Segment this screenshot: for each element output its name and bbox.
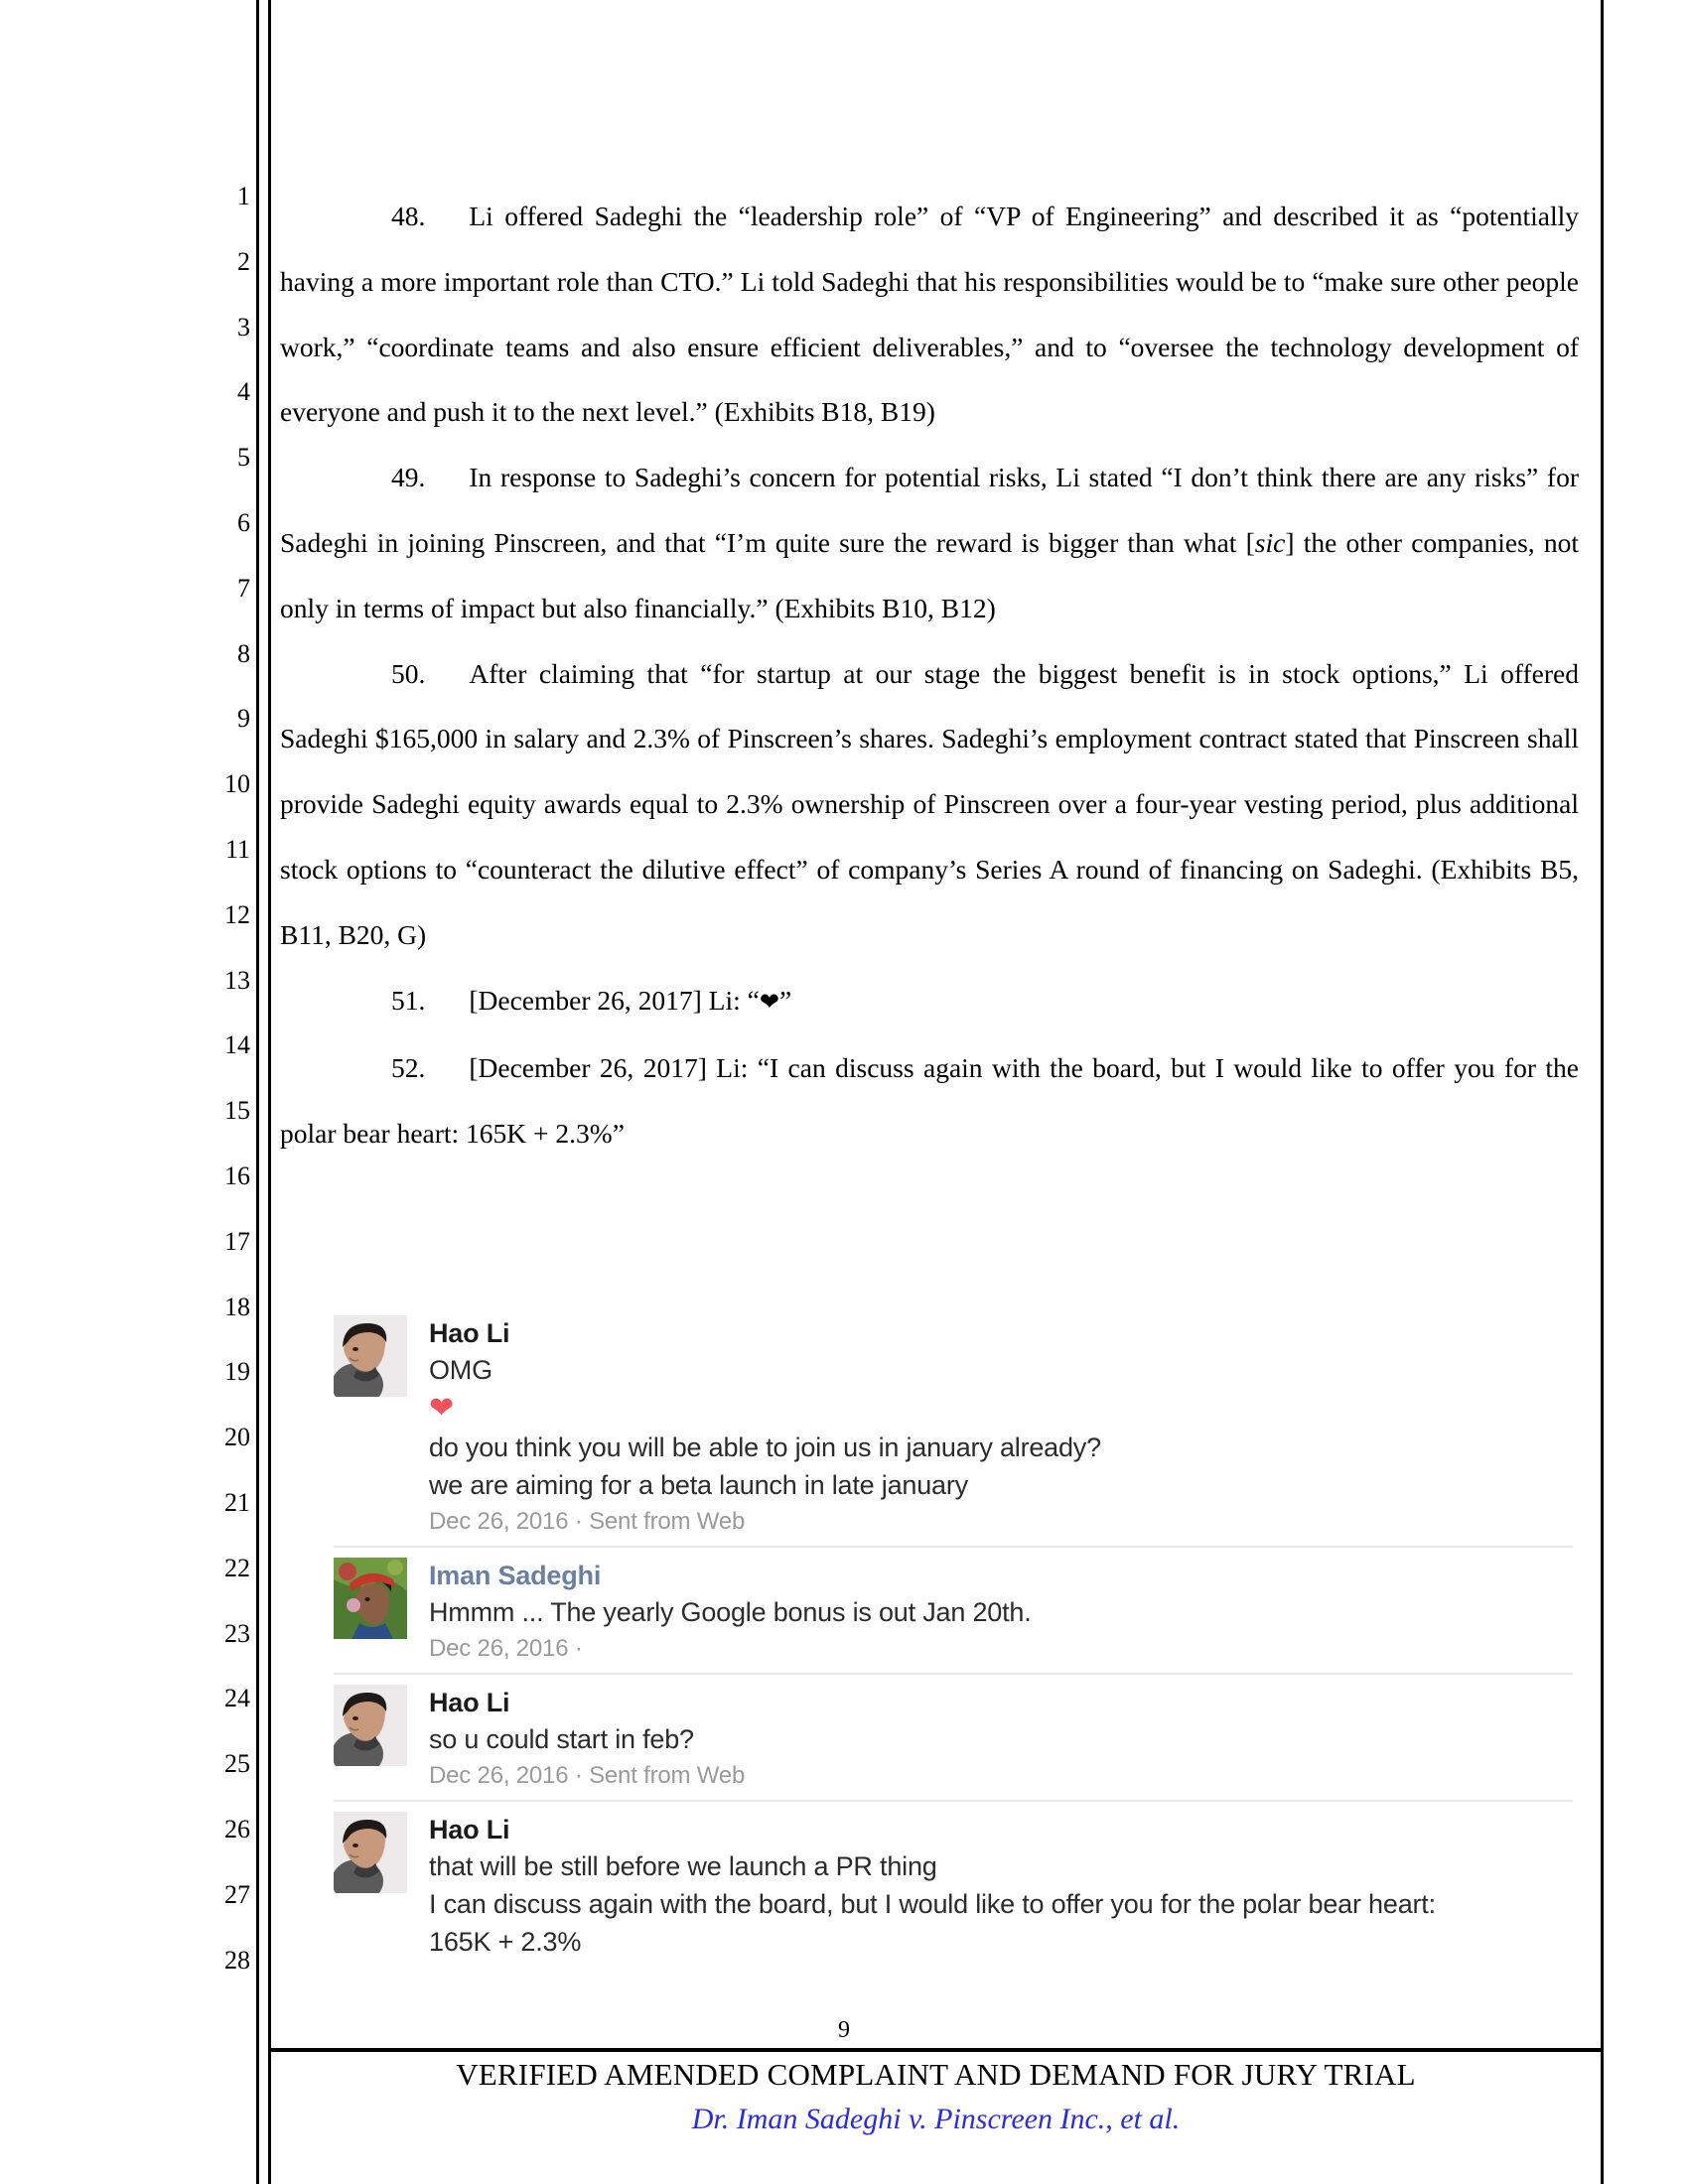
line-number: 5 xyxy=(237,443,250,473)
line-number: 13 xyxy=(224,965,250,995)
line-number: 6 xyxy=(237,508,250,537)
sic-annotation: sic xyxy=(1254,526,1286,558)
line-number: 1 xyxy=(237,182,250,210)
paragraph-number: 52. xyxy=(391,1052,426,1084)
hao-li-avatar xyxy=(334,1812,407,1893)
line-number: 2 xyxy=(237,246,250,276)
line-number: 11 xyxy=(224,835,250,864)
chat-message xyxy=(334,1305,1573,1546)
line-number: 25 xyxy=(224,1749,250,1779)
pleading-rule-left-outer xyxy=(256,0,259,2184)
line-number: 22 xyxy=(224,1553,250,1582)
paragraph-text: After claiming that “for startup at our stage the biggest benefit is in stock options,” Li offered Sadeghi $165,000 in salary and 2.3% of Pinscreen’s shares. Sadeghi’s employment contract stated that Pinscreen shall provide Sadeghi equity awards equal to 2.3% ownership of Pinscreen over a four-year vesting period, plus additional stock options to “counteract the dilutive effect” of company’s Series A round of financing on Sadeghi. (Exhibits B5, B11, B20, G) xyxy=(280,657,1579,950)
chat-message-body xyxy=(429,1812,1573,1961)
line-number: 4 xyxy=(237,377,250,407)
chat-text-line: OMG xyxy=(429,1355,492,1385)
pleading-rule-left-inner xyxy=(268,0,271,2184)
chat-author-name: Iman Sadeghi xyxy=(429,1561,602,1590)
line-number: 28 xyxy=(224,1945,250,1975)
chat-timestamp: Dec 26, 2016 · xyxy=(429,1635,583,1662)
chat-author-name: Hao Li xyxy=(429,1688,510,1717)
black-heart-icon: ❤ xyxy=(759,989,779,1016)
paragraph-51 xyxy=(280,968,1579,1036)
line-number: 23 xyxy=(224,1618,250,1648)
chat-text-line: we are aiming for a beta launch in late january xyxy=(429,1470,968,1500)
line-number: 24 xyxy=(224,1684,250,1713)
chat-message xyxy=(334,1546,1573,1673)
red-heart-emoji: ❤ xyxy=(429,1392,455,1425)
paragraph-number: 48. xyxy=(391,201,426,231)
chat-text-line: I can discuss again with the board, but I would like to offer you for the polar bear heart: xyxy=(429,1889,1436,1919)
line-number: 20 xyxy=(224,1423,250,1452)
line-number: 27 xyxy=(224,1879,250,1909)
page-number: 9 xyxy=(838,2017,850,2043)
chat-message-body xyxy=(429,1558,1573,1667)
paragraph-50 xyxy=(280,641,1579,968)
chat-screenshot-exhibit xyxy=(334,1305,1573,1967)
footer-title: VERIFIED AMENDED COMPLAINT AND DEMAND FOR JURY TRIAL xyxy=(456,2057,1416,2092)
chat-author-name: Hao Li xyxy=(429,1318,510,1348)
paragraph-text: Li offered Sadeghi the “leadership role” of “VP of Engineering” and described it as “potentially having a more important role than CTO.” Li told Sadeghi that his responsibilities would be to “make sure other people work,” “coordinate teams and also ensure efficient deliverables,” and to “oversee the technology development of everyone and push it to the next level.” (Exhibits B18, B19) xyxy=(280,201,1579,428)
hao-li-avatar xyxy=(334,1685,407,1766)
chat-message-body xyxy=(429,1685,1573,1794)
paragraph-number: 49. xyxy=(391,462,426,493)
paragraph-text-after-heart: ” xyxy=(778,984,792,1016)
chat-text-line: so u could start in feb? xyxy=(429,1724,694,1754)
chat-message-body xyxy=(429,1315,1573,1540)
line-number: 15 xyxy=(224,1096,250,1126)
document-body xyxy=(280,184,1579,1166)
chat-message xyxy=(334,1673,1573,1800)
line-number: 17 xyxy=(224,1226,250,1256)
chat-timestamp: Dec 26, 2016 · Sent from Web xyxy=(429,1508,746,1535)
chat-text-line: 165K + 2.3% xyxy=(429,1927,582,1957)
line-number: 26 xyxy=(224,1815,250,1843)
footer-case-caption: Dr. Iman Sadeghi v. Pinscreen Inc., et al. xyxy=(691,2103,1181,2135)
line-number: 10 xyxy=(224,769,250,799)
chat-text-line: do you think you will be able to join us in january already? xyxy=(429,1433,1101,1462)
paragraph-number: 51. xyxy=(391,984,426,1016)
chat-text-line: that will be still before we launch a PR thing xyxy=(429,1851,937,1881)
paragraph-49 xyxy=(280,445,1579,640)
line-number: 8 xyxy=(237,638,250,668)
line-number: 19 xyxy=(224,1357,250,1387)
line-number: 7 xyxy=(237,573,250,603)
pleading-rule-right xyxy=(1601,0,1604,2184)
chat-author-name: Hao Li xyxy=(429,1815,510,1844)
paragraph-text-before-heart: [December 26, 2017] Li: “ xyxy=(469,984,760,1016)
line-number: 12 xyxy=(224,899,250,929)
paragraph-text: [December 26, 2017] Li: “I can discuss again with the board, but I would like to offer you for the polar bear heart: 165K + 2.3%” xyxy=(280,1052,1579,1150)
paragraph-text-before-sic: In response to Sadeghi’s concern for potential risks, Li stated “I don’t think there are any risks” for Sadeghi in joining Pinscreen, and that “I’m quite sure the reward is bigger than what [ xyxy=(280,462,1579,558)
chat-timestamp: Dec 26, 2016 · Sent from Web xyxy=(429,1762,746,1789)
paragraph-number: 50. xyxy=(391,657,426,689)
paragraph-52 xyxy=(280,1035,1579,1166)
line-number: 14 xyxy=(224,1030,250,1060)
line-number: 18 xyxy=(224,1292,250,1321)
paragraph-text-after-sic: ] the other companies, not only in terms of impact but also financially.” (Exhibits B10, B12) xyxy=(280,526,1580,623)
hao-li-avatar xyxy=(334,1315,407,1397)
line-number: 9 xyxy=(237,704,250,734)
iman-sadeghi-avatar xyxy=(334,1558,407,1639)
paragraph-48 xyxy=(280,184,1579,445)
line-number: 16 xyxy=(224,1161,250,1190)
footer-rule xyxy=(268,2048,1604,2052)
line-number: 21 xyxy=(224,1488,250,1517)
chat-message xyxy=(334,1800,1573,1967)
chat-text-line: Hmmm ... The yearly Google bonus is out Jan 20th. xyxy=(429,1597,1032,1627)
line-number: 3 xyxy=(237,312,250,341)
